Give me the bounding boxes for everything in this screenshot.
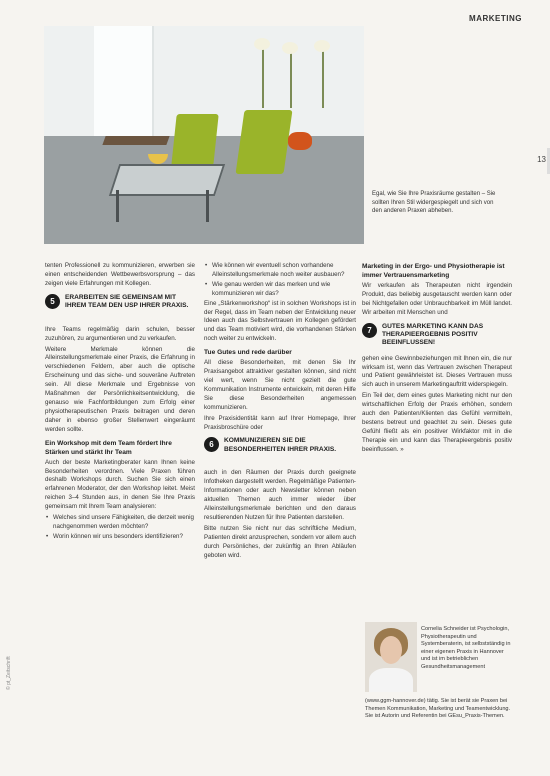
- paragraph: Eine „Stärkenworkshop“ ist in solchen Workshops ist in der Regel, dass im Team neben der Entwicklung neuer Ideen auch das Selbstvertrauen im Kollegen gefördert und das Team motiviert wird, die vorhandenen Stärken noch weiter zu entwickeln.: [204, 299, 356, 343]
- author-portrait: [365, 622, 417, 692]
- paragraph-text: Ein Teil der, dem eines gutes Marketing nicht nur den wirtschaftlichen Erfolg der Praxis erhöhen, sondern auch den Patienten/Klienten das Gefühl vermitteln, bestens betreut und geachtet zu sein. Dieses gute Gefühl fließt als ein positiver Wirkfaktor mit in die Therapie ein und kann das Therapieergebnis positiv beeinflussen.: [362, 392, 512, 453]
- photo-caption: Egal, wie Sie Ihre Praxisräume gestalten – Sie sollten Ihren Stil widergespiegelt und sich von den anderen Praxen abheben.: [372, 191, 496, 214]
- callout-box: [204, 437, 356, 463]
- author-bio: Cornelia Schneider ist Psychologin, Physiotherapeutin und Systemberaterin, ist selbstständig in einer eigenen Praxis in Hannover und ist im betrieblichen Gesundheitsmanagement: [421, 626, 511, 670]
- photo-plant-stem: [322, 46, 324, 108]
- photo-doormat: [102, 136, 169, 145]
- photo-chair-right: [236, 110, 293, 174]
- photo-flower: [314, 40, 330, 52]
- bullet-list: [45, 514, 195, 542]
- callout-number: 7: [362, 323, 377, 338]
- bullet-list: [204, 262, 356, 299]
- callout-box: [45, 294, 195, 320]
- text-column-3: [362, 262, 512, 457]
- paragraph: tenten Professionell zu kommunizieren, erwerben sie einen entscheidenden Wettbewerbsvorsprung – das zeigen viele Erfahrungen mit Kollegen.: [45, 262, 195, 287]
- photo-pillow: [288, 132, 312, 150]
- portrait-shoulder: [369, 668, 413, 692]
- paragraph: Auch der beste Marketingberater kann Ihnen keine Besonderheiten verordnen. Viele Praxen führen deshalb Workshops durch. Suchen Sie sich einen erfahrenen Moderator, der den Workshop leitet. Meist reichen 3–4 Stunden aus, in denen Sie Ihre Praxis gemeinsam mit Ihrem Team analysieren:: [45, 458, 195, 511]
- photo-table-leg: [116, 190, 119, 222]
- paragraph: Wir verkaufen als Therapeuten nicht irgendein Produkt, das beliebig ausgetauscht werden kann oder bei Nichtgefallen oder Unbrauchbarkeit im Müll landet. Wir arbeiten mit Menschen und: [362, 282, 512, 316]
- list-item: • Welches sind unsere Fähigkeiten, die derzeit wenig nachgenommen werden möchten?: [53, 514, 195, 532]
- paragraph: auch in den Räumen der Praxis durch geeignete Infotheken dargestellt werden. Regelmäßige Patienten-Informationen oder auch Newsletter können neben aktuellen Themen auch immer wieder über Alleinstellungsmerkmale berichten und den daraus resultierenden Nutzen für Ihre Patienten darstellen.: [204, 469, 356, 521]
- text-column-2: [204, 262, 356, 562]
- lounge-photo: [44, 26, 364, 244]
- photo-table-leg: [206, 190, 209, 222]
- list-item: • Worin können wir uns besonders identifizieren?: [53, 533, 195, 542]
- paragraph: Weitere Merkmale können die Alleinstellungsmerkmale einer Praxis, die Erfahrung in verschiedenen Feldern, aber auch die optische Erscheinung und das siche- und souveräne Auftreten sein. All diese Merkmale und Ergebnisse von Maßnahmen der Persönlichkeitsentwicklung, die genauso wie Fachfortbildungen zum Erfolg einer physiotherapeutischen Praxis beitragen und deren daher in ebenso großer Stellenwert eingeräumt werden sollte.: [45, 345, 195, 433]
- paragraph: Ihre Praxisidentität kann auf Ihrer Homepage, Ihrer Praxisbroschüre oder: [204, 414, 356, 431]
- paragraph: [362, 392, 512, 454]
- paragraph: All diese Besonderheiten, mit denen Sie Ihr Praxisangebot attraktiver gestalten können, sind nicht viel wert, wenn Sie nicht gezielt die gute Kommunikation Instrumente entwickeln, mit deren Hilfe Sie diese Besonderheiten angemessen kommunizieren.: [204, 359, 356, 411]
- callout-text: GUTES MARKETING KANN DAS THERAPIEERGEBNIS POSITIV BEEINFLUSSEN!: [382, 322, 484, 347]
- callout-text: KOMMUNIZIEREN SIE DIE BESONDERHEITEN IHRER PRAXIS.: [224, 437, 337, 453]
- photo-chair-left: [171, 114, 218, 166]
- list-item: • Wie können wir eventuell schon vorhandene Alleinstellungsmerkmale noch weiter ausbauen?: [212, 262, 356, 280]
- callout-number: 5: [45, 294, 60, 309]
- paragraph: gehen eine Gewinnbeziehungen mit Ihnen ein, die nur wirksam ist, wenn das Vertrauen zwischen Therapeut und Patient gewährleistet ist. Dieses Vertrauen muss sich auch in unserem Marketingauftritt widerspiegeln.: [362, 354, 512, 389]
- portrait-face: [380, 636, 402, 664]
- text-column-1: [45, 262, 195, 543]
- list-item: • Wie genau werden wir das merken und wie kommunizieren wir das?: [212, 281, 356, 299]
- photo-door: [94, 26, 154, 144]
- paragraph: Ihre Teams regelmäßig darin schulen, besser zuzuhören, zu argumentieren und zu verkaufen.: [45, 325, 195, 342]
- callout-number: 6: [204, 437, 219, 452]
- page-number: 13: [537, 155, 546, 164]
- photo-plant-stem: [290, 48, 292, 108]
- paragraph: Bitte nutzen Sie nicht nur das schriftliche Medium, Patienten direkt anzusprechen, sondern vor allem auch durch Persönliches, der zukünftig an Ihren Abläufen geboten wird.: [204, 524, 356, 559]
- subheading: Tue Gutes und rede darüber: [204, 349, 292, 357]
- author-bio-continued: (www.ggm-hannover.de) tätig. Sie ist berät sie Praxen bei Themen Kommunikation, Marketing und Teamentwicklung. Sie ist Autorin und Referentin bei GEsu_Praxis-Themen.: [365, 698, 511, 720]
- photo-flower: [254, 38, 270, 50]
- subheading: Ein Workshop mit dem Team fördert Ihre Stärken und stärkt Ihr Team: [45, 439, 172, 456]
- callout-box: [362, 323, 512, 349]
- photo-plant-stem: [262, 44, 264, 108]
- callout-text: ERARBEITEN SIE GEMEINSAM MIT IHREM TEAM DEN USP IHRER PRAXIS.: [65, 293, 189, 310]
- section-tag: MARKETING: [469, 14, 522, 23]
- photo-credit: © pt_Zeitschrift: [6, 656, 12, 690]
- photo-flower: [282, 42, 298, 54]
- end-mark: »: [400, 445, 404, 453]
- subheading: Marketing in der Ergo- und Physiotherapie ist immer Vertrauensmarketing: [362, 263, 505, 279]
